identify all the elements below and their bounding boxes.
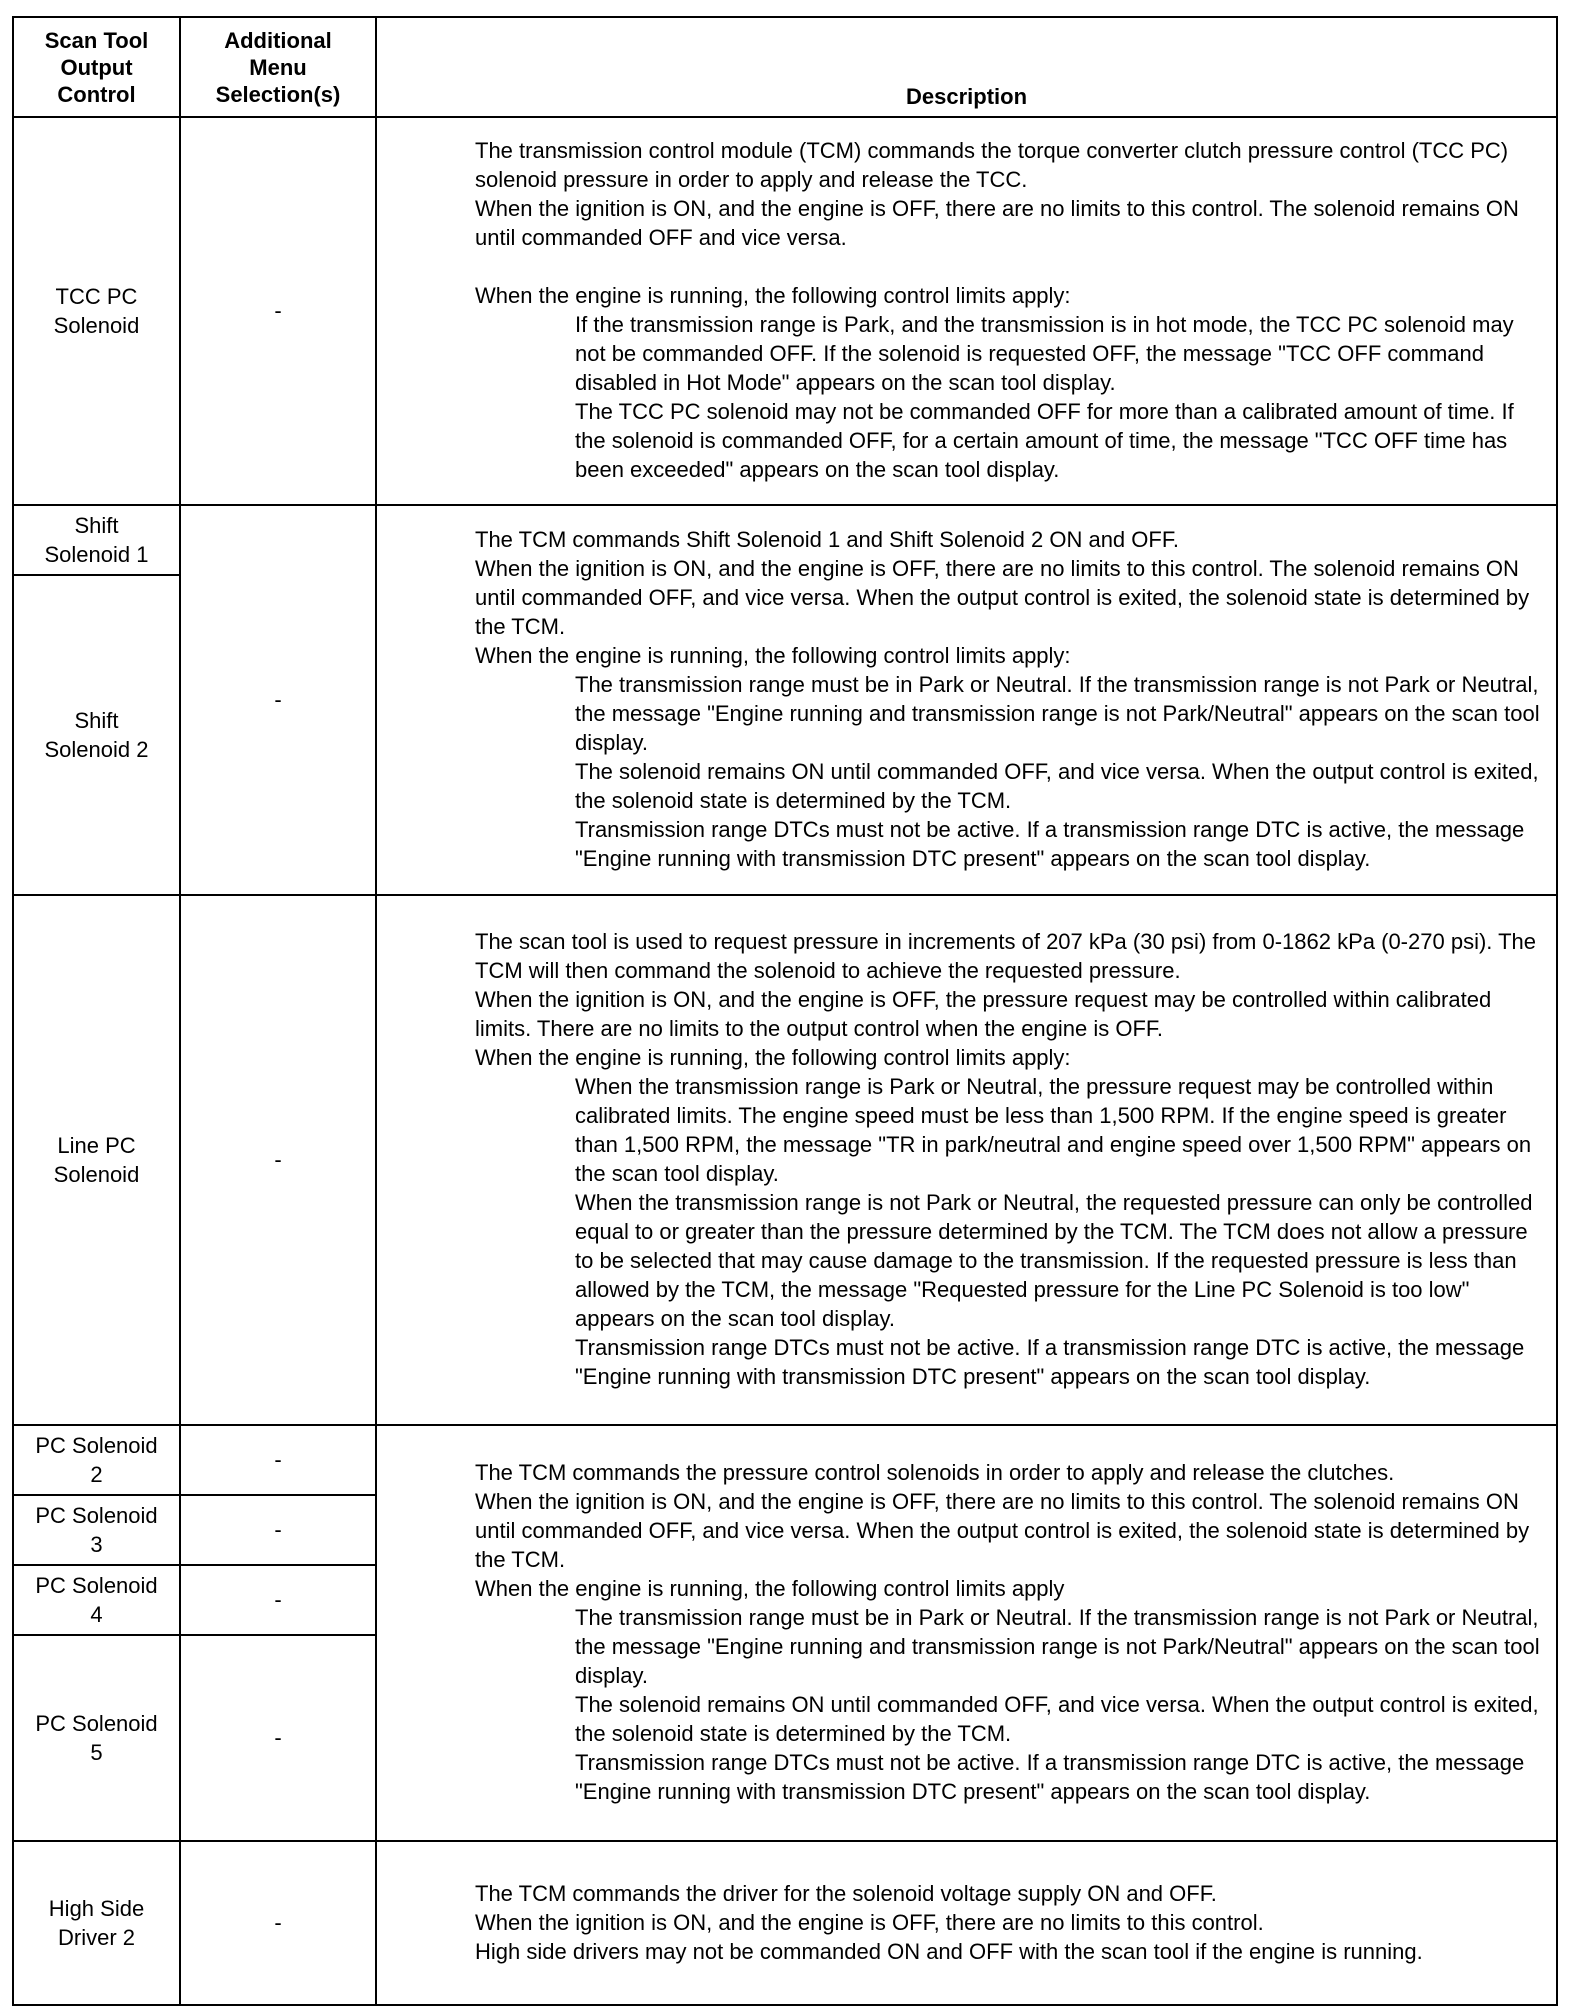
header-line: Control — [57, 81, 136, 107]
name-line: Driver 2 — [57, 1925, 135, 1950]
description-limit-item: The solenoid remains ON until commanded OFF, and vice versa. When the output control is exited, the solenoid state is determined by the TCM. — [575, 759, 1539, 813]
description-paragraph: The TCM commands the driver for the solenoid voltage supply ON and OFF. — [475, 1880, 1217, 1906]
menu-selection: - — [180, 1425, 376, 1495]
header-line: Menu — [249, 54, 307, 80]
header-line: Selection(s) — [215, 81, 341, 107]
scan-tool-output-control-table — [12, 16, 1558, 2006]
output-control-name — [13, 1565, 180, 1635]
header-line: Scan Tool — [44, 27, 149, 53]
description-limit-item: The solenoid remains ON until commanded OFF, and vice versa. When the output control is exited, the solenoid state is determined by the TCM. — [575, 1692, 1539, 1746]
description-paragraph: When the engine is running, the following control limits apply — [475, 1576, 1065, 1601]
description-paragraph: When the ignition is ON, and the engine is OFF, there are no limits to this control. — [475, 1909, 1264, 1935]
description — [376, 895, 1557, 1425]
output-control-name — [13, 117, 180, 505]
description-block — [475, 1879, 1550, 1966]
description-limit-item: Transmission range DTCs must not be active. If a transmission range DTC is active, the message "Engine running with transmission DTC present" appears on the scan tool display. — [575, 1335, 1525, 1389]
description-paragraph: When the ignition is ON, and the engine is OFF, there are no limits to this control. The solenoid remains ON until commanded OFF, and vice versa. When the output control is exited, the solenoid state is determined by the TCM. — [475, 1489, 1530, 1572]
name-line: 2 — [90, 1462, 103, 1487]
table-row-high-side-driver-2 — [13, 1841, 1557, 2005]
output-control-name — [13, 895, 180, 1425]
description-block — [475, 927, 1550, 1391]
description-paragraph: When the ignition is ON, and the engine is OFF, there are no limits to this control. The solenoid remains ON until commanded OFF and vice versa. — [475, 196, 1519, 250]
description-paragraph: When the ignition is ON, and the engine is OFF, the pressure request may be controlled within calibrated limits. There are no limits to the output control when the engine is OFF. — [475, 987, 1492, 1041]
description-paragraph: When the ignition is ON, and the engine is OFF, there are no limits to this control. The solenoid remains ON until commanded OFF, and vice versa. When the output control is exited, the solenoid state is determined by the TCM. — [475, 556, 1530, 639]
header-row — [13, 17, 1557, 117]
menu-selection: - — [180, 505, 376, 895]
table-row-shift-solenoid-1 — [13, 505, 1557, 575]
description-limit-item: The transmission range must be in Park or Neutral. If the transmission range is not Park or Neutral, the message "Engine running and transmission range is not Park/Neutral" appears on the scan tool display. — [575, 672, 1540, 755]
description-limit-item: If the transmission range is Park, and the transmission is in hot mode, the TCC PC solenoid may not be commanded OFF. If the solenoid is requested OFF, the message "TCC OFF command disabled in Hot Mode" appears on the scan tool display. — [575, 312, 1514, 395]
description-paragraph: When the engine is running, the following control limits apply: — [475, 643, 1071, 668]
name-line: PC Solenoid — [35, 1711, 158, 1736]
name-line: TCC PC — [55, 284, 138, 309]
output-control-name — [13, 1425, 180, 1495]
name-line: 3 — [90, 1532, 103, 1557]
name-line: PC Solenoid — [35, 1433, 158, 1458]
header-additional-menu-selections — [180, 17, 376, 117]
table-row-line-pc-solenoid — [13, 895, 1557, 1425]
menu-selection: - — [180, 1495, 376, 1565]
name-line: Shift — [74, 513, 119, 538]
description-paragraph: High side drivers may not be commanded ON and OFF with the scan tool if the engine is running. — [475, 1938, 1423, 1964]
description-paragraph: The TCM commands Shift Solenoid 1 and Shift Solenoid 2 ON and OFF. — [475, 527, 1179, 552]
menu-selection: - — [180, 895, 376, 1425]
output-control-name — [13, 575, 180, 895]
name-line: PC Solenoid — [35, 1573, 158, 1598]
description-paragraph: When the engine is running, the following control limits apply: — [475, 1045, 1071, 1070]
menu-selection: - — [180, 117, 376, 505]
table-row-tcc-pc-solenoid — [13, 117, 1557, 505]
name-line: PC Solenoid — [35, 1503, 158, 1528]
description — [376, 1425, 1557, 1841]
name-line: 4 — [90, 1602, 103, 1627]
name-line: Shift — [74, 708, 119, 733]
name-line: 5 — [90, 1740, 103, 1765]
name-line: High Side — [48, 1896, 145, 1921]
description-paragraph: The transmission control module (TCM) commands the torque converter clutch pressure control (TCC PC) solenoid pressure in order to apply and release the TCC. — [475, 138, 1509, 192]
header-description: Description — [376, 17, 1557, 117]
menu-selection: - — [180, 1841, 376, 2005]
description-limit-item: The TCC PC solenoid may not be commanded OFF for more than a calibrated amount of time. If the solenoid is commanded OFF, for a certain amount of time, the message "TCC OFF time has been exceeded" appears on the scan tool display. — [575, 399, 1514, 482]
menu-selection: - — [180, 1635, 376, 1841]
description-limit-item: When the transmission range is Park or Neutral, the pressure request may be controlled within calibrated limits. The engine speed must be less than 1,500 RPM. If the engine speed is greater than 1,500 RPM, the message "TR in park/neutral and engine speed over 1,500 RPM" appears on the scan tool display. — [575, 1074, 1532, 1186]
menu-selection: - — [180, 1565, 376, 1635]
output-control-name — [13, 1841, 180, 2005]
name-line: Solenoid — [53, 1162, 140, 1187]
name-line: Solenoid 2 — [44, 737, 149, 762]
description-paragraph: When the engine is running, the following control limits apply: — [475, 283, 1071, 308]
name-line: Line PC — [57, 1133, 136, 1158]
description-limit-item: Transmission range DTCs must not be active. If a transmission range DTC is active, the message "Engine running with transmission DTC present" appears on the scan tool display. — [575, 1750, 1525, 1804]
header-line: Output — [60, 54, 133, 80]
description-block — [475, 136, 1550, 484]
description — [376, 117, 1557, 505]
paragraph-gap — [475, 252, 1550, 281]
description-paragraph: The scan tool is used to request pressure in increments of 207 kPa (30 psi) from 0-1862 kPa (0-270 psi). The TCM will then command the solenoid to achieve the requested pressure. — [475, 929, 1537, 983]
table-row-pc-solenoid-2 — [13, 1425, 1557, 1495]
description — [376, 1841, 1557, 2005]
header-line: Additional — [224, 27, 332, 53]
output-control-name — [13, 505, 180, 575]
description-block — [475, 1458, 1550, 1806]
name-line: Solenoid 1 — [44, 542, 149, 567]
description-block — [475, 525, 1550, 873]
description-limit-item: When the transmission range is not Park or Neutral, the requested pressure can only be controlled equal to or greater than the pressure determined by the TCM. The TCM does not allow a pressure to be selected that may cause damage to the transmission. If the requested pressure is less than allowed by the TCM, the message "Requested pressure for the Line PC Solenoid is too low" appears on the scan tool display. — [575, 1190, 1533, 1331]
description-limit-item: The transmission range must be in Park or Neutral. If the transmission range is not Park or Neutral, the message "Engine running and transmission range is not Park/Neutral" appears on the scan tool display. — [575, 1605, 1540, 1688]
header-scan-tool-output-control — [13, 17, 180, 117]
output-control-name — [13, 1635, 180, 1841]
description-limit-item: Transmission range DTCs must not be active. If a transmission range DTC is active, the message "Engine running with transmission DTC present" appears on the scan tool display. — [575, 817, 1525, 871]
output-control-name — [13, 1495, 180, 1565]
description — [376, 505, 1557, 895]
description-paragraph: The TCM commands the pressure control solenoids in order to apply and release the clutches. — [475, 1460, 1395, 1485]
name-line: Solenoid — [53, 313, 140, 338]
